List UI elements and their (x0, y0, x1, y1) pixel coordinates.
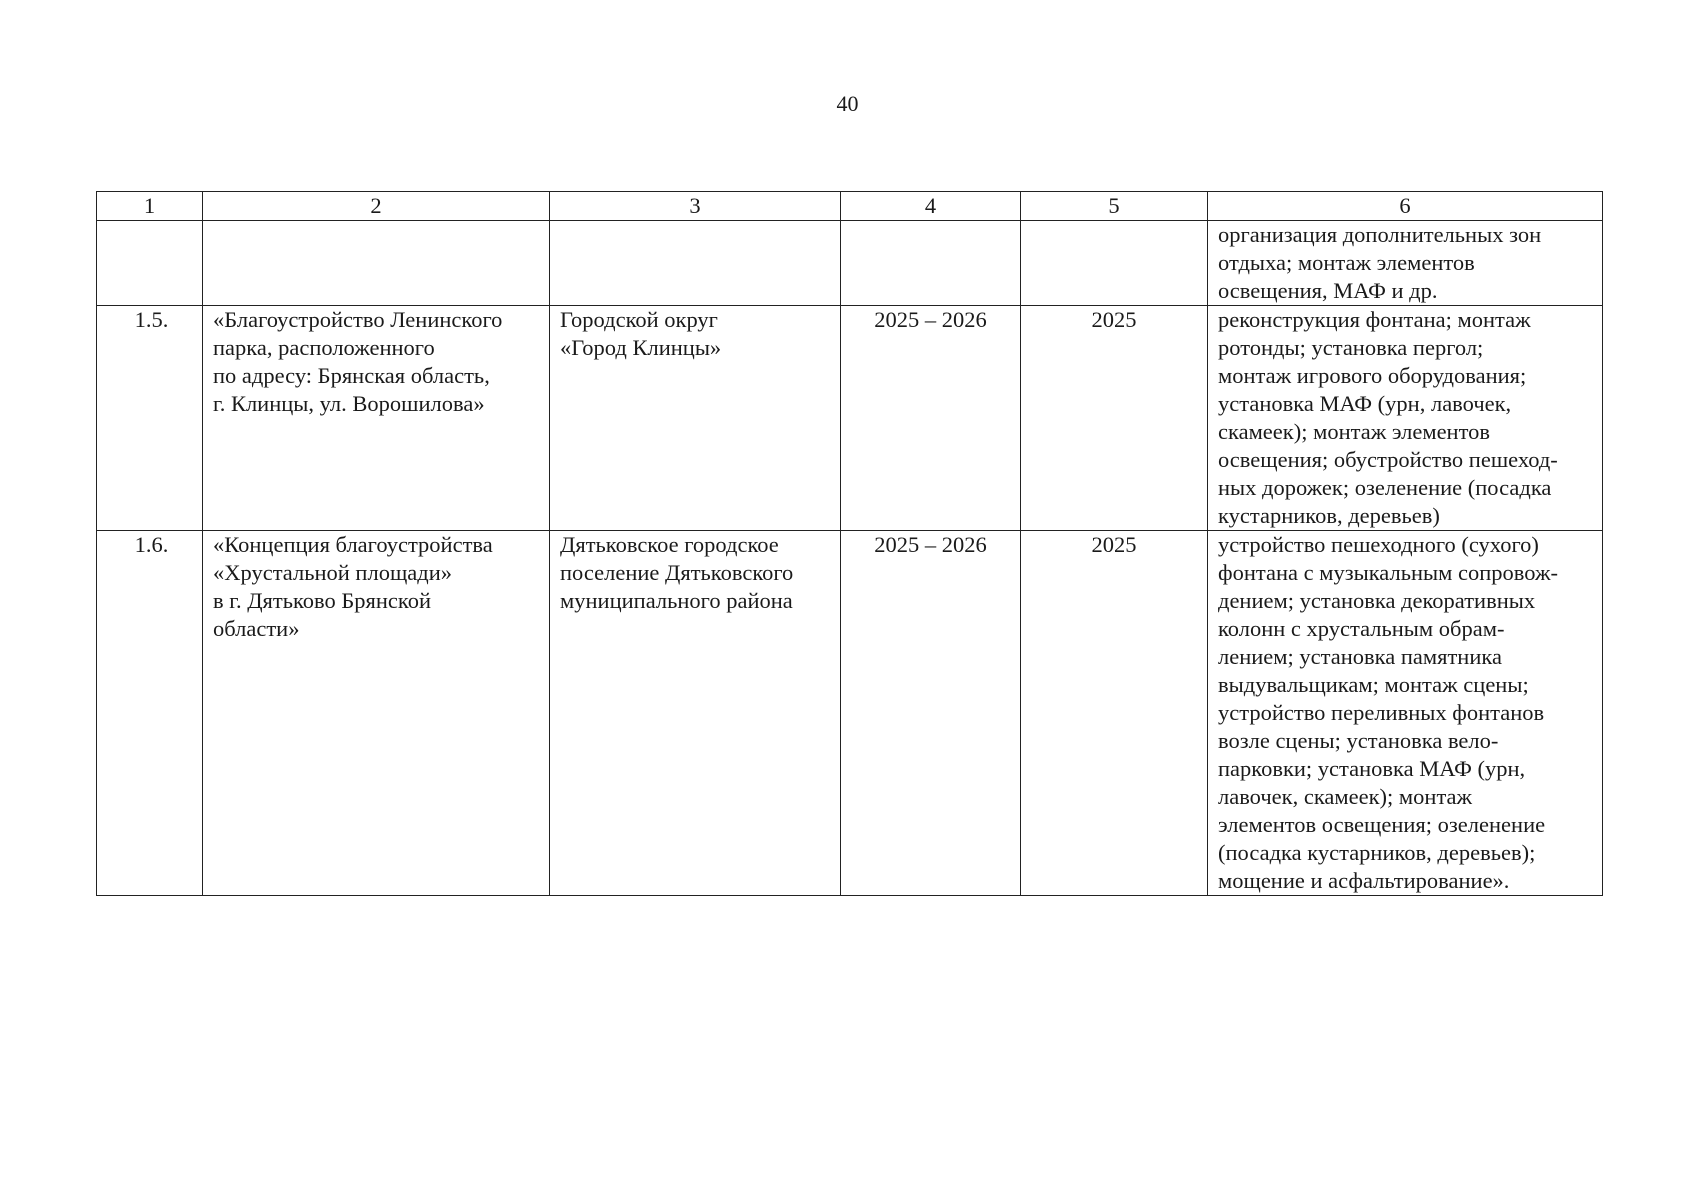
cell-object: «Концепция благоустройства «Хрустальной площади» в г. Дятьково Брянской области» (203, 531, 550, 896)
table-header-row (97, 192, 1603, 221)
cell-object: «Благоустройство Ленинского парка, расположенного по адресу: Брянская область, г. Клинцы, ул. Ворошилова» (203, 306, 550, 531)
table-row-1-5 (97, 306, 1603, 531)
column-header-3: 3 (550, 192, 841, 221)
cell-period: 2025 – 2026 (841, 306, 1021, 531)
cell-number: 1.6. (97, 531, 203, 896)
cell-object (203, 221, 550, 306)
cell-municipality: Дятьковское городское поселение Дятьковского муниципального района (550, 531, 841, 896)
cell-year (1021, 221, 1208, 306)
table-row-1-6 (97, 531, 1603, 896)
cell-period (841, 221, 1021, 306)
cell-year: 2025 (1021, 531, 1208, 896)
column-header-6: 6 (1208, 192, 1603, 221)
cell-period: 2025 – 2026 (841, 531, 1021, 896)
cell-works: организация дополнительных зон отдыха; монтаж элементов освещения, МАФ и др. (1208, 221, 1603, 306)
projects-table (96, 191, 1603, 896)
page-number: 40 (836, 91, 859, 116)
cell-year: 2025 (1021, 306, 1208, 531)
column-header-1: 1 (97, 192, 203, 221)
column-header-5: 5 (1021, 192, 1208, 221)
cell-works: реконструкция фонтана; монтаж ротонды; установка пергол; монтаж игрового оборудования; установка МАФ (урн, лавочек, скамеек); монтаж элементов освещения; обустройство пешеход- ных дорожек; озеленение (посадка кустарников, деревьев) (1208, 306, 1603, 531)
column-header-2: 2 (203, 192, 550, 221)
cell-municipality (550, 221, 841, 306)
table-row-continuation (97, 221, 1603, 306)
cell-number: 1.5. (97, 306, 203, 531)
cell-works: устройство пешеходного (сухого) фонтана с музыкальным сопровож- дением; установка декоративных колонн с хрустальным обрам- лением; установка памятника выдувальщикам; монтаж сцены; устройство переливных фонтанов возле сцены; установка вело- парковки; установка МАФ (урн, лавочек, скамеек); монтаж элементов освещения; озеленение (посадка кустарников, деревьев); мощение и асфальтирование». (1208, 531, 1603, 896)
cell-municipality: Городской округ «Город Клинцы» (550, 306, 841, 531)
column-header-4: 4 (841, 192, 1021, 221)
cell-number (97, 221, 203, 306)
